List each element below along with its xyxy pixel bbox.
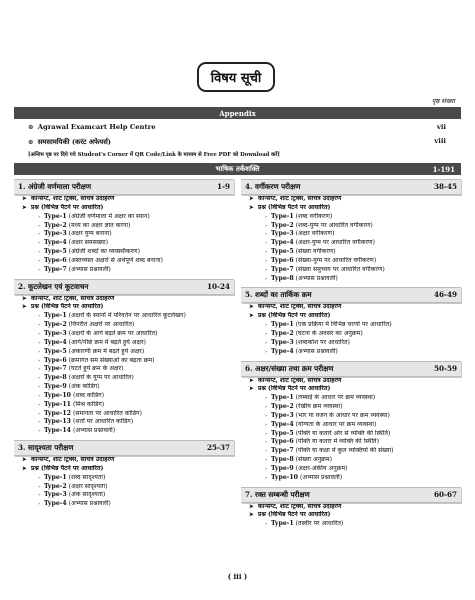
- arrow-bullet-icon: ›: [265, 457, 267, 464]
- type-item[interactable]: [249, 412, 461, 421]
- type-number: Type-8: [271, 456, 294, 464]
- type-item[interactable]: [249, 465, 461, 474]
- type-number: Type-12: [44, 409, 71, 417]
- section-heading[interactable]: [241, 487, 461, 503]
- type-number: Type-10: [44, 391, 71, 399]
- type-item[interactable]: [22, 222, 234, 231]
- type-description: (पंक्ति या कक्षा में कुल व्यक्तियों की संख्या): [295, 447, 394, 455]
- type-item[interactable]: [249, 230, 461, 239]
- arrow-bullet-icon: ›: [265, 395, 267, 402]
- type-number: Type-4: [44, 338, 67, 346]
- arrow-bullet-icon: ›: [38, 339, 40, 346]
- type-item[interactable]: [22, 410, 234, 419]
- type-number: Type-3: [44, 329, 67, 337]
- type-number: Type-1: [44, 312, 67, 320]
- section-page-range: 38-45: [434, 182, 457, 191]
- type-description: (अक्षरों के आगे बढ़ते क्रम पर आधारित): [68, 329, 158, 337]
- type-item[interactable]: [22, 383, 234, 392]
- appendix-row-text: समसामयिकी (करंट अफेयर्स): [37, 138, 112, 146]
- type-number: Type-4: [44, 239, 67, 247]
- type-number: Type-14: [44, 427, 71, 435]
- arrow-bullet-icon: ›: [38, 384, 40, 391]
- arrow-bullet-icon: ›: [38, 375, 40, 382]
- type-number: Type-6: [271, 438, 294, 446]
- type-number: Type-13: [44, 418, 71, 426]
- section-line-text: कॉन्सेप्ट, शॉर्ट ट्रिक्स, सचित्र उदाहरण: [258, 303, 342, 311]
- arrow-bullet-icon: ›: [265, 266, 267, 273]
- arrow-bullet-icon: ›: [265, 330, 267, 337]
- arrow-bullet-icon: ›: [265, 521, 267, 528]
- type-description: (अक्षर समसख्या): [68, 239, 108, 247]
- type-item[interactable]: [22, 357, 234, 366]
- type-item[interactable]: [249, 239, 461, 248]
- section-heading[interactable]: [14, 279, 234, 295]
- arrow-bullet-icon: ›: [265, 222, 267, 229]
- type-number: Type-10: [271, 473, 298, 481]
- arrow-bullet-icon: ›: [38, 348, 40, 355]
- type-description: (अभ्यास प्रश्नावली): [295, 347, 338, 355]
- section-line: [249, 204, 461, 213]
- type-description: (अक्षर सादृश्यता): [68, 482, 108, 490]
- type-description: (रेखीय क्रम व्यवस्था): [295, 403, 343, 411]
- section-line-text: प्रश्न (विभिन्न पैटर्न पर आधारित): [258, 385, 331, 393]
- type-number: Type-2: [44, 482, 67, 490]
- type-item[interactable]: [22, 401, 234, 410]
- section-line: [249, 312, 461, 321]
- section-line: [22, 195, 234, 204]
- toc-section: [14, 179, 234, 275]
- type-description: (घटते हुये क्रम के अक्षर): [68, 365, 124, 373]
- section-line: [22, 204, 234, 213]
- arrow-bullet-icon: ›: [265, 339, 267, 346]
- section-page-range: 50-59: [434, 363, 457, 373]
- section-line-text: कॉन्सेप्ट, शॉर्ट ट्रिक्स, सचित्र उदाहरण: [258, 502, 342, 510]
- type-item[interactable]: [249, 394, 461, 403]
- type-item[interactable]: [22, 257, 234, 266]
- type-number: Type-5: [44, 248, 67, 256]
- type-number: Type-4: [271, 239, 294, 247]
- section-title: 1. अंग्रेजी वर्णमाला परीक्षण: [18, 182, 92, 191]
- arrow-bullet-icon: ›: [38, 492, 40, 499]
- type-number: Type-2: [271, 329, 294, 337]
- section-line-text: कॉन्सेप्ट, शॉर्ट ट्रिक्स, सचित्र उदाहरण: [31, 294, 115, 302]
- type-description: (शब्द-युग्म पर आधारित वर्गीकरण): [295, 221, 373, 229]
- arrow-bullet-icon: ➤: [22, 465, 27, 472]
- type-item[interactable]: [249, 447, 461, 456]
- arrow-bullet-icon: ›: [38, 213, 40, 220]
- section-line: [249, 503, 461, 512]
- appendix-row: [28, 123, 446, 131]
- type-description: (योग्यता के आधार पर क्रम व्यवस्था): [295, 420, 377, 428]
- type-description: (अभ्यास प्रश्नावली): [72, 427, 116, 435]
- type-number: Type-1: [44, 473, 67, 481]
- section-line: [249, 385, 461, 394]
- arrow-bullet-icon: ➤: [249, 204, 254, 211]
- arrow-bullet-icon: ›: [38, 257, 40, 264]
- type-description: (अभ्यास प्रश्नावली): [68, 500, 111, 508]
- section-heading[interactable]: [241, 361, 461, 377]
- type-number: Type-1: [271, 394, 294, 402]
- section-line-text: प्रश्न (विभिन्न पैटर्न पर आधारित): [258, 511, 331, 519]
- toc-section: [241, 487, 461, 530]
- section-line: [22, 465, 234, 474]
- part-bar: [14, 163, 461, 175]
- type-description: (पंक्ति या कतारें ओर से व्यक्ति की स्थिति): [295, 429, 391, 437]
- type-item[interactable]: [249, 438, 461, 447]
- type-item[interactable]: [22, 339, 234, 348]
- section-line: [249, 377, 461, 386]
- type-item[interactable]: [22, 230, 234, 239]
- type-number: Type-1: [44, 212, 67, 220]
- type-item[interactable]: [22, 474, 234, 483]
- type-item[interactable]: [22, 500, 234, 509]
- type-description: (मिश्र कोडिंग): [72, 400, 105, 408]
- arrow-bullet-icon: ›: [38, 483, 40, 490]
- arrow-bullet-icon: ›: [265, 474, 267, 481]
- type-item[interactable]: [22, 483, 234, 492]
- arrow-bullet-icon: ›: [38, 474, 40, 481]
- section-page-range: 46-49: [434, 290, 457, 300]
- arrow-bullet-icon: ›: [265, 322, 267, 329]
- appendix-bar: [14, 107, 461, 119]
- type-number: Type-3: [271, 411, 294, 419]
- type-description: (अभ्यास प्रश्नावली): [295, 274, 338, 282]
- arrow-bullet-icon: ➤: [249, 503, 254, 510]
- arrow-bullet-icon: ›: [265, 257, 267, 264]
- type-description: (अक्षर वर्गीकरण): [295, 230, 335, 238]
- arrow-bullet-icon: ›: [38, 501, 40, 508]
- type-number: Type-5: [44, 347, 67, 355]
- type-item[interactable]: [22, 348, 234, 357]
- type-number: Type-4: [44, 500, 67, 508]
- appendix-row-page: vii: [436, 123, 446, 131]
- arrow-bullet-icon: ›: [265, 421, 267, 428]
- section-page-range: 25-37: [207, 443, 230, 453]
- left-column: [14, 179, 234, 513]
- type-number: Type-6: [44, 356, 67, 364]
- section-line-text: कॉन्सेप्ट, शॉर्ट ट्रिक्स, सचित्र उदाहरण: [31, 456, 115, 464]
- bullet-icon: ⊛: [28, 138, 34, 146]
- type-number: Type-3: [44, 230, 67, 238]
- arrow-bullet-icon: ›: [265, 404, 267, 411]
- type-description: (अस्तव्यस्त अक्षरों से अर्थपूर्ण शब्द बनाना): [68, 256, 163, 264]
- type-number: Type-5: [271, 248, 294, 256]
- type-description: (लम्बाई के आधार पर क्रम व्यवस्था): [295, 394, 376, 402]
- section-title: 6. अक्षर/संख्या तथा क्रम परीक्षण: [245, 363, 334, 373]
- section-heading[interactable]: [241, 287, 461, 303]
- section-line: [22, 295, 234, 304]
- arrow-bullet-icon: ›: [38, 249, 40, 256]
- section-body: [14, 295, 234, 437]
- type-item[interactable]: [22, 491, 234, 500]
- type-description: (अभ्यास प्रश्नावली): [68, 265, 111, 273]
- page-footer: ( iii ): [227, 572, 248, 581]
- section-page-range: 1-9: [217, 182, 230, 191]
- type-number: Type-11: [44, 400, 71, 408]
- type-description: (अंक सादृश्यता): [68, 491, 106, 499]
- section-title: 2. कूटलेखन एवं कूटवाचन: [18, 281, 89, 291]
- type-number: Type-4: [271, 347, 294, 355]
- section-line-text: कॉन्सेप्ट, शॉर्ट ट्रिक्स, सचित्र उदाहरण: [31, 195, 115, 202]
- type-description: (अंग्रेजी शब्दों का व्यवस्थीकरण): [68, 248, 141, 256]
- type-item[interactable]: [249, 348, 461, 357]
- type-number: Type-7: [44, 365, 67, 373]
- type-item[interactable]: [249, 321, 461, 330]
- section-line-text: कॉन्सेप्ट, शॉर्ट ट्रिक्स, सचित्र उदाहरण: [258, 376, 342, 384]
- type-description: (अक्षर युग्म बनाना): [68, 230, 112, 238]
- type-number: Type-7: [271, 447, 294, 455]
- type-description: (मध्य का अक्षर ज्ञात करना): [68, 221, 131, 229]
- arrow-bullet-icon: ➤: [22, 204, 27, 211]
- type-item[interactable]: [22, 248, 234, 257]
- arrow-bullet-icon: ›: [38, 231, 40, 238]
- type-description: (अंक कोडिंग): [68, 383, 100, 391]
- section-line: [22, 303, 234, 312]
- section-line-text: प्रश्न (विभिन्न पैटर्न पर आधारित): [258, 312, 331, 320]
- arrow-bullet-icon: ➤: [249, 313, 254, 320]
- type-item[interactable]: [249, 257, 461, 266]
- type-number: Type-6: [271, 256, 294, 264]
- arrow-bullet-icon: ›: [265, 430, 267, 437]
- arrow-bullet-icon: ›: [265, 348, 267, 355]
- section-heading[interactable]: [14, 440, 234, 456]
- type-number: Type-4: [271, 420, 294, 428]
- section-page-range: 10-24: [207, 281, 230, 291]
- type-description: (अंग्रेजी वर्णमाला में अक्षर का स्थान): [68, 212, 150, 220]
- type-item[interactable]: [22, 392, 234, 401]
- section-body: [14, 456, 234, 509]
- type-item[interactable]: [249, 474, 461, 483]
- type-description: (तस्वीर पर आधारित): [295, 520, 344, 528]
- type-description: (घटना के अवसर का अनुक्रम): [295, 329, 363, 337]
- type-description: (अकारणी क्रम में बढ़ते हुये अक्षर): [68, 347, 145, 355]
- type-item[interactable]: [249, 339, 461, 348]
- section-line-text: प्रश्न (विभिन्न पैटर्न पर आधारित): [31, 203, 104, 211]
- arrow-bullet-icon: ➤: [22, 304, 27, 311]
- type-number: Type-7: [44, 265, 67, 273]
- section-title: 7. रक्त सम्बन्धी परीक्षण: [245, 489, 310, 499]
- arrow-bullet-icon: ➤: [249, 304, 254, 311]
- arrow-bullet-icon: ›: [38, 401, 40, 408]
- section-body: [241, 377, 461, 483]
- type-item[interactable]: [249, 456, 461, 465]
- type-number: Type-9: [44, 383, 67, 391]
- arrow-bullet-icon: ›: [265, 412, 267, 419]
- section-body: [14, 195, 234, 275]
- type-number: Type-1: [271, 212, 294, 220]
- type-item[interactable]: [22, 213, 234, 222]
- page-number-label: पृष्ठ संख्या: [431, 97, 455, 105]
- right-column: [241, 179, 461, 533]
- section-title: 4. वर्गीकरण परीक्षण: [245, 182, 301, 191]
- type-number: Type-8: [44, 374, 67, 382]
- type-item[interactable]: [249, 213, 461, 222]
- type-description: (एक प्रक्रिया में विभिन्न चरणों पर आधारित): [295, 321, 392, 329]
- type-description: (संख्या वर्गीकरण): [295, 248, 336, 256]
- section-title: 3. सादृश्यता परीक्षण: [18, 443, 74, 453]
- arrow-bullet-icon: ›: [265, 249, 267, 256]
- type-number: Type-9: [271, 464, 294, 472]
- type-description: (शब्द कोडिंग): [72, 391, 105, 399]
- appendix-label: Appendix: [219, 108, 256, 118]
- type-item[interactable]: [249, 222, 461, 231]
- toc-section: [241, 361, 461, 483]
- arrow-bullet-icon: ›: [265, 275, 267, 282]
- type-item[interactable]: [22, 330, 234, 339]
- section-page-range: 60-67: [434, 489, 457, 499]
- section-line: [249, 303, 461, 312]
- type-item[interactable]: [22, 374, 234, 383]
- arrow-bullet-icon: ›: [38, 410, 40, 417]
- section-line: [249, 195, 461, 204]
- section-line-text: प्रश्न (विभिन्न पैटर्न पर आधारित): [258, 203, 331, 211]
- toc-section: [14, 279, 234, 437]
- section-line-text: प्रश्न (विभिन्न पैटर्न पर आधारित): [31, 464, 104, 472]
- type-description: (अभ्यास प्रश्नावली): [299, 473, 343, 481]
- arrow-bullet-icon: ➤: [22, 295, 27, 302]
- section-body: [241, 303, 461, 356]
- arrow-bullet-icon: ›: [38, 322, 40, 329]
- bullet-icon: ⊛: [28, 123, 34, 131]
- type-description: (आगे/पीछे क्रम में बढ़ते हुये अक्षर): [68, 338, 146, 346]
- type-description: (शब्द वर्गीकरण): [295, 212, 333, 220]
- section-line-text: कॉन्सेप्ट, शॉर्ट ट्रिक्स, सचित्र उदाहरण: [258, 195, 342, 202]
- section-heading[interactable]: [14, 179, 234, 195]
- type-description: (अक्षर-युग्म पर आधारित वर्गीकरण): [295, 239, 375, 247]
- type-item[interactable]: [249, 275, 461, 284]
- arrow-bullet-icon: ›: [265, 240, 267, 247]
- section-line: [249, 511, 461, 520]
- type-description: (समानता पर आधारित कोडिंग): [72, 409, 142, 417]
- type-item[interactable]: [22, 418, 234, 427]
- type-item[interactable]: [22, 312, 234, 321]
- arrow-bullet-icon: ➤: [249, 512, 254, 519]
- type-item[interactable]: [249, 520, 461, 529]
- toc-section: [241, 287, 461, 356]
- arrow-bullet-icon: ›: [265, 231, 267, 238]
- appendix-row-page: viii: [434, 137, 446, 145]
- section-line: [22, 456, 234, 465]
- type-description: (अक्षरों के स्थानों में परिवर्तन पर आधारित कूटलेखन): [68, 312, 186, 320]
- section-body: [241, 503, 461, 530]
- arrow-bullet-icon: ➤: [249, 386, 254, 393]
- page-title: विषय सूची: [197, 62, 275, 92]
- type-description: (संख्या अनुक्रम): [295, 456, 333, 464]
- arrow-bullet-icon: ›: [38, 313, 40, 320]
- arrow-bullet-icon: ›: [265, 448, 267, 455]
- type-description: (अक्षरों के युग्म पर आधारित): [68, 374, 134, 382]
- arrow-bullet-icon: ›: [38, 366, 40, 373]
- arrow-bullet-icon: ›: [38, 240, 40, 247]
- type-number: Type-2: [44, 221, 67, 229]
- type-number: Type-3: [271, 338, 294, 346]
- type-item[interactable]: [22, 321, 234, 330]
- type-description: (पंक्ति या कतार में व्यक्ति की स्थिति): [295, 438, 379, 446]
- arrow-bullet-icon: ›: [38, 428, 40, 435]
- type-number: Type-3: [271, 230, 294, 238]
- section-line-text: प्रश्न (विभिन्न पैटर्न पर आधारित): [31, 303, 104, 311]
- section-body: [241, 195, 461, 283]
- part-range: 1-191: [432, 164, 455, 174]
- type-number: Type-8: [271, 274, 294, 282]
- type-number: Type-5: [271, 429, 294, 437]
- arrow-bullet-icon: ➤: [22, 457, 27, 464]
- type-item[interactable]: [22, 239, 234, 248]
- section-heading[interactable]: [241, 179, 461, 195]
- part-label: भाषिक तर्कशक्ति: [215, 164, 260, 173]
- arrow-bullet-icon: ›: [38, 392, 40, 399]
- arrow-bullet-icon: ➤: [22, 196, 27, 202]
- arrow-bullet-icon: ›: [38, 266, 40, 273]
- section-title: 5. शब्दों का तार्किक क्रम: [245, 290, 312, 300]
- type-description: (शर्तों पर आधारित कोडिंग): [72, 418, 134, 426]
- type-item[interactable]: [249, 403, 461, 412]
- type-description: (शब्दकोश पर आधारित): [295, 338, 350, 346]
- type-item[interactable]: [22, 365, 234, 374]
- type-description: (क्रमागत सम संख्याओं का बढ़ता क्रम): [68, 356, 155, 364]
- type-description: (संख्या-युग्म पर आधारित वर्गीकरण): [295, 256, 377, 264]
- toc-section: [241, 179, 461, 283]
- arrow-bullet-icon: ›: [265, 439, 267, 446]
- type-item[interactable]: [249, 266, 461, 275]
- arrow-bullet-icon: ➤: [249, 196, 254, 202]
- type-item[interactable]: [249, 330, 461, 339]
- type-number: Type-1: [271, 321, 294, 329]
- arrow-bullet-icon: ›: [38, 222, 40, 229]
- toc-section: [14, 440, 234, 509]
- type-number: Type-3: [44, 491, 67, 499]
- arrow-bullet-icon: ›: [265, 213, 267, 220]
- type-number: Type-2: [271, 221, 294, 229]
- type-description: (शब्द सादृश्यता): [68, 473, 106, 481]
- type-number: Type-7: [271, 265, 294, 273]
- type-description: (अक्षर-अंकीय अनुक्रम): [295, 464, 348, 472]
- type-description: (भार या वजन के आधार पर क्रम व्यवस्था): [295, 411, 390, 419]
- type-number: Type-2: [44, 321, 67, 329]
- arrow-bullet-icon: ➤: [249, 377, 254, 384]
- type-item[interactable]: [249, 430, 461, 439]
- type-item[interactable]: [249, 248, 461, 257]
- type-item[interactable]: [22, 427, 234, 436]
- type-item[interactable]: [249, 421, 461, 430]
- type-description: (संख्या समुच्चय पर आधारित वर्गीकरण): [295, 265, 385, 273]
- type-item[interactable]: [22, 266, 234, 275]
- appendix-row-text: Agrawal Examcart Help Centre: [37, 123, 156, 131]
- type-description: (विपरीत अक्षरों पर आधारित): [68, 321, 135, 329]
- arrow-bullet-icon: ›: [38, 330, 40, 337]
- type-number: Type-6: [44, 256, 67, 264]
- type-number: Type-1: [271, 520, 294, 528]
- type-number: Type-2: [271, 403, 294, 411]
- arrow-bullet-icon: ›: [38, 419, 40, 426]
- arrow-bullet-icon: ›: [38, 357, 40, 364]
- download-note: [अन्तिम पृष्ठ पर दिये गये Student's Corner में QR Code/Link के माध्यम से Free PDF को Download करें]: [28, 152, 280, 158]
- arrow-bullet-icon: ›: [265, 465, 267, 472]
- appendix-row: [28, 137, 446, 146]
